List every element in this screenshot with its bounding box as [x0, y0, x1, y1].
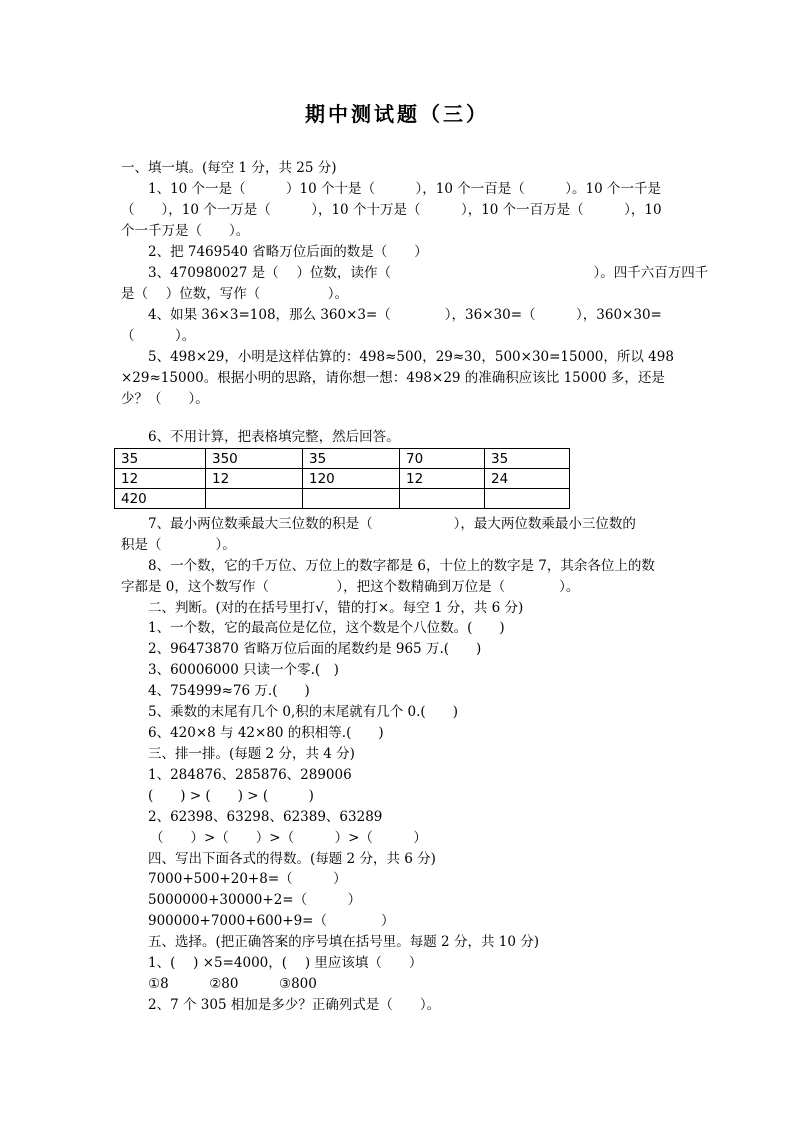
choice-line-2: 2、7 个 305 相加是多少？正确列式是（ ）。 — [148, 997, 441, 1013]
question-1-line-1: 1、10 个一是（ ）10 个十是（ ），10 个一百是（ ）。10 个一千是 — [148, 181, 661, 197]
table-cell: 12 — [206, 469, 303, 489]
order-line-3: 2、62398、63298、62389、63289 — [148, 809, 383, 825]
judge-item-4: 4、754999≈76 万.( ) — [148, 683, 310, 699]
calc-line-1: 7000+500+20+8=（ ） — [148, 871, 347, 887]
table-cell: 12 — [115, 469, 206, 489]
table-row — [115, 449, 570, 469]
section-4-heading: 四、写出下面各式的得数。(每题 2 分，共 6 分) — [148, 851, 436, 867]
table-cell: 350 — [206, 449, 303, 469]
table-cell: 35 — [115, 449, 206, 469]
question-4-line-2: （ ）。 — [121, 328, 196, 344]
question-1-line-3: 个一千万是（ ）。 — [121, 223, 250, 239]
question-3-line-1: 3、470980027 是（ ）位数，读作（ ）。四千六百万四千 — [148, 265, 709, 281]
page-title: 期中测试题（三） — [305, 102, 489, 126]
question-1-line-2: （ ），10 个一万是（ ），10 个十万是（ ），10 个一百万是（ ），10 — [121, 202, 662, 218]
question-5-line-2: ×29≈15000。根据小明的思路，请你想一想：498×29 的准确积应该比 15000 多，还是 — [121, 370, 665, 386]
section-2-heading: 二、判断。(对的在括号里打√，错的打×。每空 1 分，共 6 分) — [148, 600, 524, 616]
order-line-1: 1、284876、285876、289006 — [148, 767, 352, 783]
question-4-line-1: 4、如果 36×3=108，那么 360×3=（ ），36×30=（ ），360×30= — [148, 307, 662, 323]
choice-options: ①8 ②80 ③800 — [148, 976, 317, 992]
table-cell: 24 — [485, 469, 570, 489]
calc-line-3: 900000+7000+600+9=（ ） — [148, 913, 395, 929]
table-cell: 12 — [400, 469, 485, 489]
question-7-line-1: 7、最小两位数乘最大三位数的积是（ ），最大两位数乘最小三位数的 — [148, 516, 636, 532]
question-6-heading: 6、不用计算，把表格填完整，然后回答。 — [148, 429, 400, 445]
table-cell-blank[interactable] — [303, 489, 400, 509]
table-cell: 35 — [303, 449, 400, 469]
judge-item-3: 3、60006000 只读一个零.( ) — [148, 662, 339, 678]
fill-table — [114, 448, 570, 509]
table-cell-blank[interactable] — [206, 489, 303, 509]
question-3-line-2: 是（ ）位数，写作（ ）。 — [121, 286, 349, 302]
table-row — [115, 469, 570, 489]
table-cell-blank[interactable] — [400, 489, 485, 509]
question-5-line-1: 5、498×29，小明是这样估算的：498≈500，29≈30，500×30=15000，所以 498 — [148, 349, 674, 365]
section-1-heading: 一、填一填。(每空 1 分，共 25 分) — [121, 160, 337, 176]
table-cell: 35 — [485, 449, 570, 469]
table-row — [115, 489, 570, 509]
judge-item-6: 6、420×8 与 42×80 的积相等.( ) — [148, 725, 384, 741]
table-cell: 120 — [303, 469, 400, 489]
order-line-4: （ ）>（ ）>（ ）>（ ） — [150, 830, 427, 846]
judge-item-1: 1、一个数，它的最高位是亿位，这个数是个八位数。( ) — [148, 620, 505, 636]
order-line-2: ( ) > ( ) > ( ) — [148, 788, 314, 804]
question-5-line-3: 少？（ ）。 — [121, 391, 209, 407]
question-8-line-1: 8、一个数，它的千万位、万位上的数字都是 6，十位上的数字是 7，其余各位上的数 — [148, 558, 655, 574]
question-7-line-2: 积是（ ）。 — [121, 537, 236, 553]
calc-line-2: 5000000+30000+2=（ ） — [148, 892, 362, 908]
table-cell-blank[interactable] — [485, 489, 570, 509]
question-8-line-2: 字都是 0，这个数写作（ ），把这个数精确到万位是（ ）。 — [121, 579, 580, 595]
judge-item-5: 5、乘数的末尾有几个 0,积的末尾就有几个 0.( ) — [148, 704, 458, 720]
table-cell: 70 — [400, 449, 485, 469]
table-cell: 420 — [115, 489, 206, 509]
choice-line-1: 1、( ) ×5=4000，( ) 里应该填（ ） — [148, 955, 423, 971]
section-5-heading: 五、选择。(把正确答案的序号填在括号里。每题 2 分，共 10 分) — [148, 934, 539, 950]
question-2: 2、把 7469540 省略万位后面的数是（ ） — [148, 244, 428, 260]
judge-item-2: 2、96473870 省略万位后面的尾数约是 965 万.( ) — [148, 641, 482, 657]
section-3-heading: 三、排一排。(每题 2 分，共 4 分) — [148, 746, 355, 762]
